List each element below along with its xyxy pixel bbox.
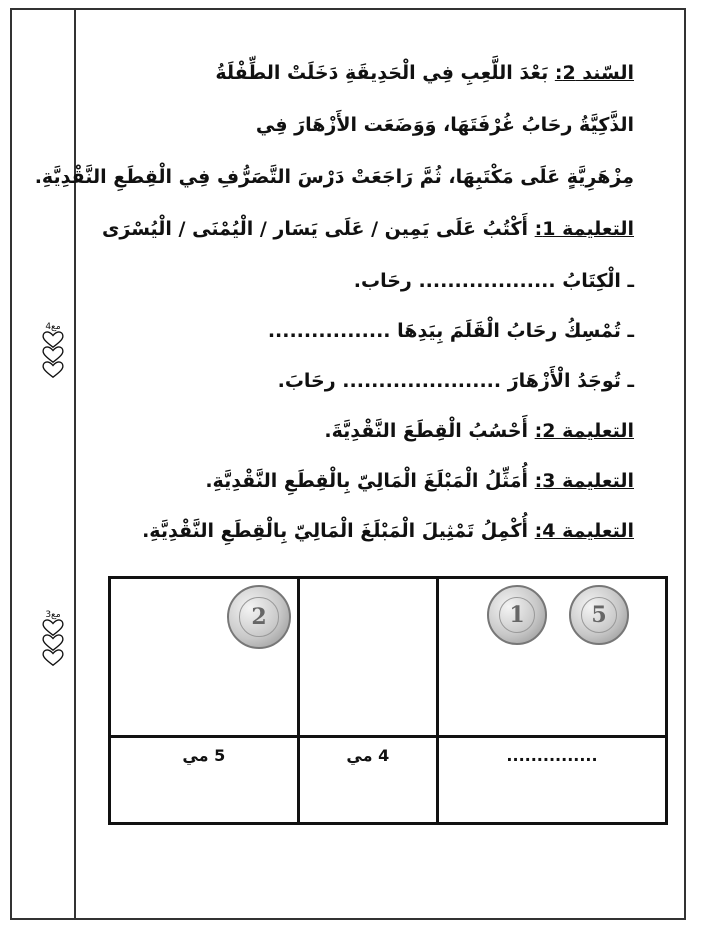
sanad-line-1 <box>215 62 634 84</box>
instruction-4 <box>142 520 634 542</box>
amount-blank[interactable]: ............... <box>506 746 598 765</box>
sanad-text-1: بَعْدَ اللَّعِبِ فِي الْحَدِيقَةِ دَخَلَتْ الطِّفْلَةُ <box>215 62 555 84</box>
instruction-3-label: التعليمة 3: <box>534 470 634 492</box>
instruction-2-label: التعليمة 2: <box>534 420 634 442</box>
sanad-line-2: الذَّكِيَّةُ رحَابُ غُرْفَتَهَا، وَوَضَعَت الأَزْهَارَ فِي <box>255 114 634 136</box>
coin-cell-4-mi[interactable] <box>298 578 437 737</box>
criterion-4-label: مع4 <box>45 322 61 332</box>
coin-cell-given[interactable] <box>437 578 666 737</box>
instruction-3 <box>205 470 634 492</box>
instruction-3-text: أُمَثِّلُ الْمَبْلَغَ الْمَالِيّ بِالْقِطَعِ النَّقْدِيَّةِ. <box>205 470 535 492</box>
instruction-1 <box>102 218 634 240</box>
exercise-item-2[interactable]: ـ تُمْسِكُ رحَابُ الْقَلَمَ بِيَدِهَا ................. <box>267 320 634 342</box>
instruction-1-label: التعليمة 1: <box>534 218 634 240</box>
exercise-item-3[interactable]: ـ تُوجَدُ الْأَزْهَارَ ...................... رحَابَ. <box>277 370 634 392</box>
criterion-3-label: مع3 <box>45 610 61 620</box>
sanad-label: السّند 2: <box>554 62 634 84</box>
coin-5-millimes <box>569 585 629 645</box>
coin-2-millimes <box>227 585 291 649</box>
coin-table <box>108 576 668 825</box>
amount-5-mi: 5 مي <box>182 746 226 765</box>
amount-cell-1 <box>110 737 299 824</box>
instruction-2 <box>324 420 634 442</box>
amount-cell-2 <box>298 737 437 824</box>
amount-4-mi: 4 مي <box>346 746 390 765</box>
criterion-3-mark <box>30 610 76 667</box>
amount-cell-3[interactable] <box>437 737 666 824</box>
margin-divider <box>74 8 76 920</box>
instruction-4-text: أُكْمِلُ تَمْثِيلَ الْمَبْلَغَ الْمَالِيّ بِالْقِطَعِ النَّقْدِيَّةِ. <box>142 520 535 542</box>
heart-icon[interactable] <box>42 649 64 667</box>
coin-cell-5-mi[interactable] <box>110 578 299 737</box>
instruction-1-text: أَكْتُبُ عَلَى يَمِين / عَلَى يَسَار / الْيُمْنَى / الْيُسْرَى <box>101 218 535 240</box>
sanad-line-3: مِزْهَرِيَّةٍ عَلَى مَكْتَبِهَا، ثُمَّ رَاجَعَتْ دَرْسَ التَّصَرُّفِ فِي الْقِطَعِ النَّقْدِيَّةِ. <box>34 166 634 188</box>
coin-5-value: 5 <box>581 597 618 634</box>
instruction-2-text: أَحْسُبُ الْقِطَعَ النَّقْدِيَّةَ. <box>324 420 535 442</box>
instruction-4-label: التعليمة 4: <box>534 520 634 542</box>
exercise-item-1[interactable]: ـ الْكِتَابُ ................... رحَاب. <box>353 270 634 292</box>
coin-1-millime <box>487 585 547 645</box>
criterion-4-mark <box>30 322 76 379</box>
coin-1-value: 1 <box>499 597 536 634</box>
heart-icon[interactable] <box>42 361 64 379</box>
coin-2-value: 2 <box>239 597 278 636</box>
